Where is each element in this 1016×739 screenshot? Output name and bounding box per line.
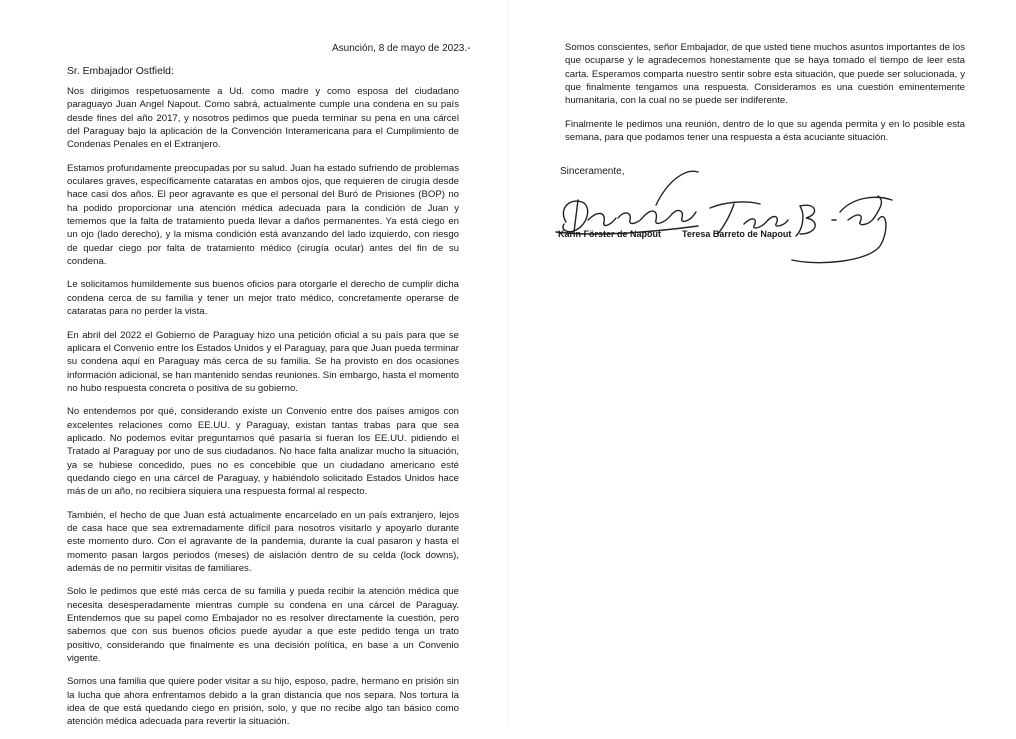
paragraph: También, el hecho de que Juan está actualmente encarcelado en un país extranjero, lejos de casa hace que sea extremadamente difícil para nosotros visitarlo y apoyarlo durante este momento duro. Con el agravante de la pandemia, durante la cual pasaron y hasta el momento pasan largos periodos (meses) de aislación dentro de su celda (lock downs), además de no permitir visitas de familiares. (67, 509, 459, 574)
letter-page-left (0, 0, 510, 726)
letter-date: Asunción, 8 de mayo de 2023.- (332, 43, 471, 54)
signature-karin (556, 171, 698, 234)
paragraph: No entendemos por qué, considerando existe un Convenio entre dos países amigos con excelentes relaciones como EE.UU. y Paraguay, existan tantas trabas para que sea aplicado. No podemos evitar preguntarnos qué pasaría si fueran los EE.UU. pidiendo el Tratado al Paraguay por uno de sus ciudadanos. No hace falta analizar mucho la situación, ya se hubiese concedido, pues no es concebible que un ciudadano americano esté quedando ciego en una cárcel de Paraguay, y habiéndolo solicitado Estados Unidos hace más de un año, no recibiera siquiera una respuesta formal al respecto. (67, 406, 459, 498)
letter-page-right (510, 0, 1016, 726)
paragraph: Somos conscientes, señor Embajador, de que usted tiene muchos asuntos importantes de los que ocuparse y le agradecemos honestamente que se haya tomado el tiempo de leer esta carta. Esperamos comparta nuestro sentir sobre esta situación, que puede ser solucionada, y que finalmente tengamos una respuesta. Consideramos es una cuestión eminentemente humanitaria, con la cual no se puede ser indiferente. (565, 42, 965, 107)
paragraph: Finalmente le pedimos una reunión, dentro de lo que su agenda permita y en lo posible esta semana, para que podamos tener una respuesta a ésta acuciante situación. (565, 118, 965, 144)
paragraph: Solo le pedimos que esté más cerca de su familia y pueda recibir la atención médica que necesita desesperadamente mientras cumple su condena en una cárcel de Paraguay. Entendemos que su papel como Embajador no es resolver directamente la cuestión, pero sabemos que con sus buenos oficios puede ayudar a que este pedido tenga un trato positivo, considerando que finalmente es una decisión política, en base a un Convenio vigente. (67, 586, 459, 665)
paragraph: Le solicitamos humildemente sus buenos oficios para otorgarle el derecho de cumplir dicha condena cerca de su familia y tener un mejor trato médico, concretamente operarse de cataratas para no perder la vista. (67, 279, 459, 318)
page-fold-divider (508, 0, 509, 726)
paragraph: Somos una familia que quiere poder visitar a su hijo, esposo, padre, hermano en prisión sin la lucha que ahora enfrentamos debido a la gran distancia que nos separa. Nos tortura la idea de que está quedando ciego en prisión, solo, y que no recibe algo tan básico como atención médica adecuada para revertir la situación. (67, 676, 459, 728)
handwritten-signatures (548, 150, 908, 270)
paragraph: Estamos profundamente preocupadas por su salud. Juan ha estado sufriendo de problemas oculares graves, específicamente cataratas en ambos ojos, que requieren de cirugía desde hace casi dos años. El peor agravante es que el personal del Buró de Prisiones (BOP) no ha podido proporcionar una atención médica adecuada para la condición de Juan y tememos que la falta de tratamiento pueda llevar a daños permanentes. Ya está ciego en un ojo (lado derecho), y la misma condición está avanzando del lado izquierdo, con riesgo de quedar ciego por falta de tratamiento médico (cirugía ocular) antes del fin de su condena. (67, 162, 459, 268)
letter-body-right (565, 41, 965, 154)
paragraph: En abril del 2022 el Gobierno de Paraguay hizo una petición oficial a su país para que se aplicara el Convenio entre los Estados Unidos y el Paraguay, para que Juan pueda terminar su condena aquí en Paraguay más cerca de su familia. Se ha provisto en dos ocasiones información adicional, se han mantenido sendas reuniones. Sin embargo, hasta el momento no hubo respuesta concreta o positiva de su gobierno. (67, 329, 459, 394)
signature-name-teresa: Teresa Barreto de Napout (682, 229, 792, 239)
letter-body-left (67, 85, 459, 739)
paragraph: Nos dirigimos respetuosamente a Ud. como madre y como esposa del ciudadano paraguayo Juan Angel Napout. Como sabrá, actualmente cumple una condena en su país desde fines del año 2017, y nosotros pedimos que pueda terminar su pena en una cárcel del Paraguay bajo la aplicación de la Convención Interamericana para el Cumplimiento de Condenas Penales en el Extranjero. (67, 86, 459, 151)
closing: Sinceramente, (560, 166, 625, 177)
salutation: Sr. Embajador Ostfield: (67, 66, 174, 77)
signature-name-karin: Karin Förster de Napout (558, 229, 662, 239)
